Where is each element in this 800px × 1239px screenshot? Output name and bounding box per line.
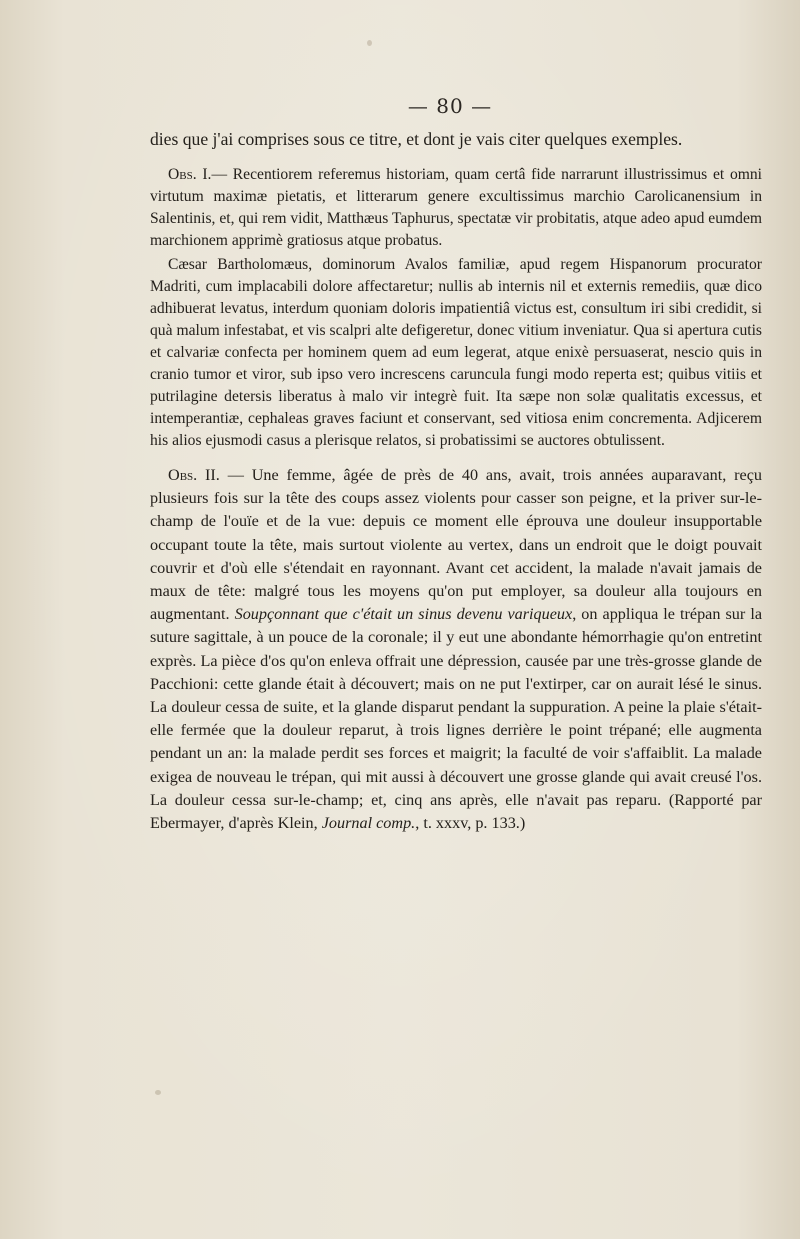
ink-spot bbox=[155, 1090, 161, 1095]
body-text bbox=[150, 127, 762, 835]
observation-1-text: — Recentiorem referemus historiam, quam certâ fide narrarunt illustrissimus et omni virtutum maximæ pietatis, et litterarum genere excultissimus marchio Carolicanensium in Salentinis, et, qui rem vidit, Matthæus Taphurus, spectatæ vir probitatis, atque adeo apud eumdem marchionem apprimè gratiosus atque probatus. bbox=[150, 166, 763, 249]
ink-spot bbox=[367, 40, 372, 46]
citation-end: , t. xxxv, p. 133.) bbox=[415, 814, 526, 833]
observation-2-paragraph bbox=[150, 464, 762, 835]
page-number: — 80 — bbox=[407, 94, 493, 118]
observation-1-label: Obs. I. bbox=[168, 166, 212, 183]
observation-1-continuation: Cæsar Bartholomæus, dominorum Avalos familiæ, apud regem Hispanorum procurator Madriti, cum implacabili dolore affectaretur; nullis ab internis nil et externis remediis, quæ dico adhibuerat levatus, interdum quoniam doloris impatientiâ victus est, consultum iri sibi credidit, si quà malum infestabat, et vis scalpri alte defigeretur, donec vitium inveniatur. Qua si apertura cutis et calvariæ confecta per hominem quem ad eum legerat, atque enixè persuaserat, nescio quis in cranio tumor et viror, sub ipso vero increscens caruncula fungi modo reperta est; quibus vitiis et putrilagine detersis liberatus à malo vir integrè fuit. Ita sæpe non solæ qualitatis excessus, et intemperantiæ, cephaleas graves faciunt et conservant, sed vitiosa enim concrementa. Adjicerem his alios ejusmodi casus a plerisque relatos, si probatissimi se auctores obtulissent. bbox=[150, 256, 762, 449]
intro-paragraph: dies que j'ai comprises sous ce titre, et dont je vais citer quelques exemples. bbox=[150, 129, 683, 149]
observation-1-paragraph bbox=[150, 164, 762, 252]
observation-2-label: Obs. II. bbox=[168, 466, 220, 484]
journal-title: Journal comp. bbox=[321, 814, 416, 833]
observation-2-text-start: — Une femme, âgée de près de 40 ans, avait, trois années auparavant, reçu plusieurs fois sur la tête des coups assez violents pour casser son peigne, et la priver sur-le-champ de l'ouïe et de la vue: depuis ce moment elle éprouva une douleur insupportable occupant toute la tête, mais surtout violente au vertex, dans un endroit que le doigt pouvait couvrir et d'où elle s'étendait en rayonnant. Avant cet accident, la malade n'avait jamais de maux de tête: malgré tous les moyens qu'on put employer, sa douleur alla toujours en augmentant. bbox=[150, 466, 762, 624]
observation-2-text-continued: , on appliqua le trépan sur la suture sagittale, à un pouce de la coronale; il y eut une abondante hémorrhagie qu'on entretint exprès. La pièce d'os qu'on enleva offrait une dépression, causée par une très-grosse glande de Pacchioni: cette glande était à découvert; mais on ne put l'extirper, car on aurait lésé le sinus. La douleur cessa de suite, et la glande disparut pendant la suppuration. A peine la plaie s'était-elle fermée que la douleur reparut, à trois lignes derrière le point trépané; elle augmenta pendant un an: la malade perdit ses forces et maigrit; la faculté de voir s'affaiblit. La malade exigea de nouveau le trépan, qui mit aussi à découvert une grosse glande qui avait creusé l'os. La douleur cessa sur-le-champ; et, cinq ans après, elle n'avait pas reparu. (Rapporté par Ebermayer, d'après Klein, bbox=[150, 605, 763, 833]
observation-2-italic-phrase: Soupçonnant que c'était un sinus devenu variqueux bbox=[234, 605, 573, 624]
